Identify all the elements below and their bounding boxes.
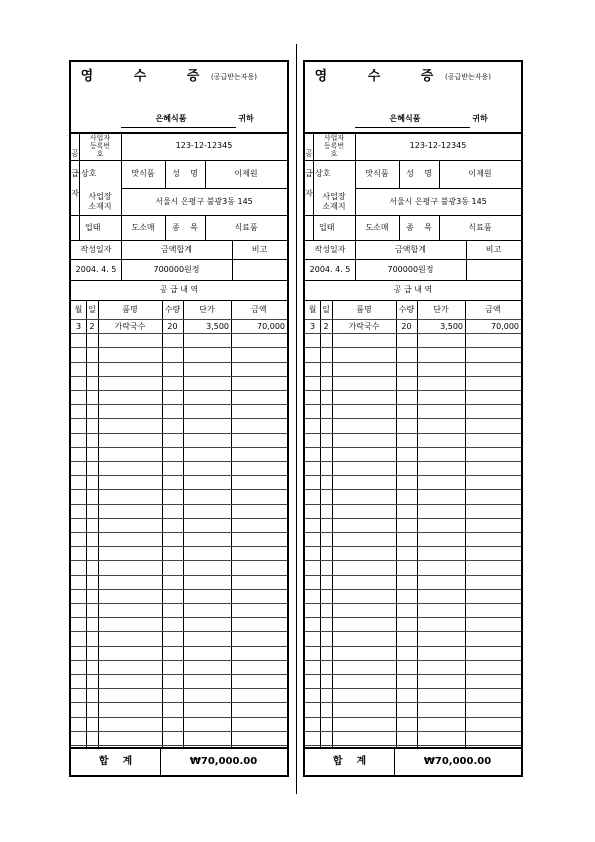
header-qty: 수량 [164, 304, 181, 314]
owner-name-label: 성 명 [406, 169, 432, 179]
row-line [71, 631, 287, 632]
row-line [305, 546, 521, 547]
header-item: 품명 [122, 304, 138, 314]
date-label: 작성일자 [314, 244, 346, 254]
total-value: ₩70,000.00 [189, 756, 258, 768]
row-line [305, 347, 521, 348]
row-line [305, 376, 521, 377]
row-line [305, 660, 521, 661]
company-name: 맛식품 [131, 169, 155, 179]
row-line [305, 475, 521, 476]
recipient-honorific: 귀하 [472, 114, 488, 124]
company-label: 상호 [81, 169, 97, 179]
row-line [305, 532, 521, 533]
row-line [305, 489, 521, 490]
row-line [71, 717, 287, 718]
biz-no-label-1: 사업자 [89, 133, 111, 142]
address-label-2: 소재지 [88, 201, 112, 211]
item-day: 2 [323, 321, 329, 331]
recipient-name: 은혜식품 [155, 114, 187, 124]
biz-type-label: 업태 [319, 222, 335, 232]
row-line [71, 674, 287, 675]
sum-value: 700000원정 [153, 264, 200, 274]
supplier-label-3: 자 [305, 189, 313, 199]
note-label: 비고 [485, 244, 502, 254]
address-label [313, 188, 355, 215]
recipient-honorific: 귀하 [238, 114, 254, 124]
item-type: 식료품 [468, 222, 492, 232]
row-line [71, 518, 287, 519]
address: 서울시 은평구 불광3동 145 [155, 196, 253, 206]
biz-type: 도소매 [365, 222, 389, 232]
date-value: 2004. 4. 5 [309, 264, 351, 274]
row-line [305, 631, 521, 632]
row-line [305, 688, 521, 689]
row-line [305, 560, 521, 561]
item-month: 3 [309, 321, 316, 331]
item-name: 가락국수 [348, 321, 380, 331]
details-label: 공 급 내 역 [159, 285, 199, 295]
row-line [305, 617, 521, 618]
row-line [305, 702, 521, 703]
row-line [71, 660, 287, 661]
row-line [71, 702, 287, 703]
owner-name: 이제원 [234, 169, 258, 179]
row-line [71, 475, 287, 476]
row-line [71, 603, 287, 604]
biz-type: 도소매 [131, 222, 155, 232]
row-line [305, 319, 521, 320]
row-line [71, 575, 287, 576]
row-line [71, 376, 287, 377]
header-day: 일 [88, 304, 96, 314]
row-line [71, 688, 287, 689]
address-label-1: 사업장 [322, 192, 346, 202]
supplier-label-2: 급 [71, 169, 79, 179]
item-day: 2 [89, 321, 95, 331]
item-type: 식료품 [234, 222, 258, 232]
biz-no-label [79, 132, 121, 160]
date-label: 작성일자 [80, 244, 112, 254]
header-qty: 수량 [398, 304, 415, 314]
row-line [305, 575, 521, 576]
center-divider [296, 44, 297, 794]
header-day: 일 [322, 304, 330, 314]
sum-label: 금액합계 [161, 244, 192, 254]
biz-no-label-2: 등록번 [89, 141, 111, 150]
supplier-label-1: 공 [305, 149, 313, 159]
header-month: 월 [308, 304, 317, 314]
item-type-label: 종 목 [406, 222, 432, 232]
row-line [71, 362, 287, 363]
supplier-label-3: 자 [71, 189, 79, 199]
header-price: 단가 [199, 304, 215, 314]
receipt-title: 영 수 증 [314, 68, 452, 84]
row-line [71, 532, 287, 533]
row-line [71, 418, 287, 419]
item-name: 가락국수 [114, 321, 146, 331]
header-amount: 금액 [251, 304, 267, 314]
total-label: 합 계 [332, 756, 367, 768]
row-line [71, 461, 287, 462]
address-label-1: 사업장 [88, 192, 112, 202]
row-line [71, 589, 287, 590]
row-line [71, 404, 287, 405]
item-amount: 70,000 [491, 321, 519, 331]
row-line [71, 617, 287, 618]
row-line [305, 674, 521, 675]
item-qty: 20 [401, 321, 412, 331]
company-name: 맛식품 [365, 169, 389, 179]
note-value [466, 259, 521, 280]
note-label: 비고 [251, 244, 268, 254]
row-line [305, 518, 521, 519]
item-amount: 70,000 [257, 321, 285, 331]
address-label [79, 188, 121, 215]
item-qty: 20 [167, 321, 178, 331]
biz-no-label-1: 사업자 [323, 133, 345, 142]
row-line [71, 433, 287, 434]
item-price: 3,500 [440, 321, 463, 331]
row-line [71, 745, 287, 746]
biz-no-label-3: 호 [330, 150, 338, 159]
row-line [71, 333, 287, 334]
row-line [71, 319, 287, 320]
row-line [305, 745, 521, 746]
row-line [71, 347, 287, 348]
row-line [71, 560, 287, 561]
header-item: 품명 [356, 304, 372, 314]
biz-no-label-3: 호 [96, 150, 104, 159]
company-label: 상호 [315, 169, 331, 179]
row-line [305, 362, 521, 363]
biz-no: 123-12-12345 [409, 141, 467, 151]
total-value: ₩70,000.00 [423, 756, 492, 768]
row-line [305, 731, 521, 732]
recipient-name: 은혜식품 [389, 114, 421, 124]
biz-no: 123-12-12345 [175, 141, 233, 151]
row-line [305, 447, 521, 448]
row-line [305, 461, 521, 462]
address-label-2: 소재지 [322, 201, 346, 211]
sum-label: 금액합계 [395, 244, 426, 254]
note-value [232, 259, 287, 280]
date-value: 2004. 4. 5 [75, 264, 117, 274]
row-line [305, 646, 521, 647]
row-line [305, 603, 521, 604]
row-line [71, 504, 287, 505]
receipt-title: 영 수 증 [80, 68, 218, 84]
header-amount: 금액 [485, 304, 501, 314]
row-line [71, 546, 287, 547]
row-line [305, 333, 521, 334]
receipt-left [69, 60, 289, 777]
row-line [71, 390, 287, 391]
details-label: 공 급 내 역 [393, 285, 433, 295]
item-month: 3 [75, 321, 82, 331]
row-line [305, 390, 521, 391]
row-line [71, 447, 287, 448]
owner-name-label: 성 명 [172, 169, 198, 179]
biz-type-label: 업태 [85, 222, 101, 232]
row-line [305, 404, 521, 405]
row-line [305, 717, 521, 718]
supplier-label-1: 공 [71, 149, 79, 159]
supplier-label-2: 급 [305, 169, 313, 179]
row-line [71, 731, 287, 732]
biz-no-label [313, 132, 355, 160]
header-price: 단가 [433, 304, 449, 314]
biz-no-label-2: 등록번 [323, 141, 345, 150]
sum-value: 700000원정 [387, 264, 434, 274]
row-line [71, 489, 287, 490]
row-line [305, 433, 521, 434]
receipt-right [303, 60, 523, 777]
row-line [305, 418, 521, 419]
receipt-subtitle: (공급받는자용) [210, 72, 258, 81]
item-type-label: 종 목 [172, 222, 198, 232]
row-line [71, 646, 287, 647]
total-label: 합 계 [98, 756, 133, 768]
row-line [305, 589, 521, 590]
header-month: 월 [74, 304, 83, 314]
owner-name: 이제원 [468, 169, 492, 179]
row-line [305, 504, 521, 505]
item-price: 3,500 [206, 321, 229, 331]
receipt-subtitle: (공급받는자용) [444, 72, 492, 81]
address: 서울시 은평구 불광3동 145 [389, 196, 487, 206]
